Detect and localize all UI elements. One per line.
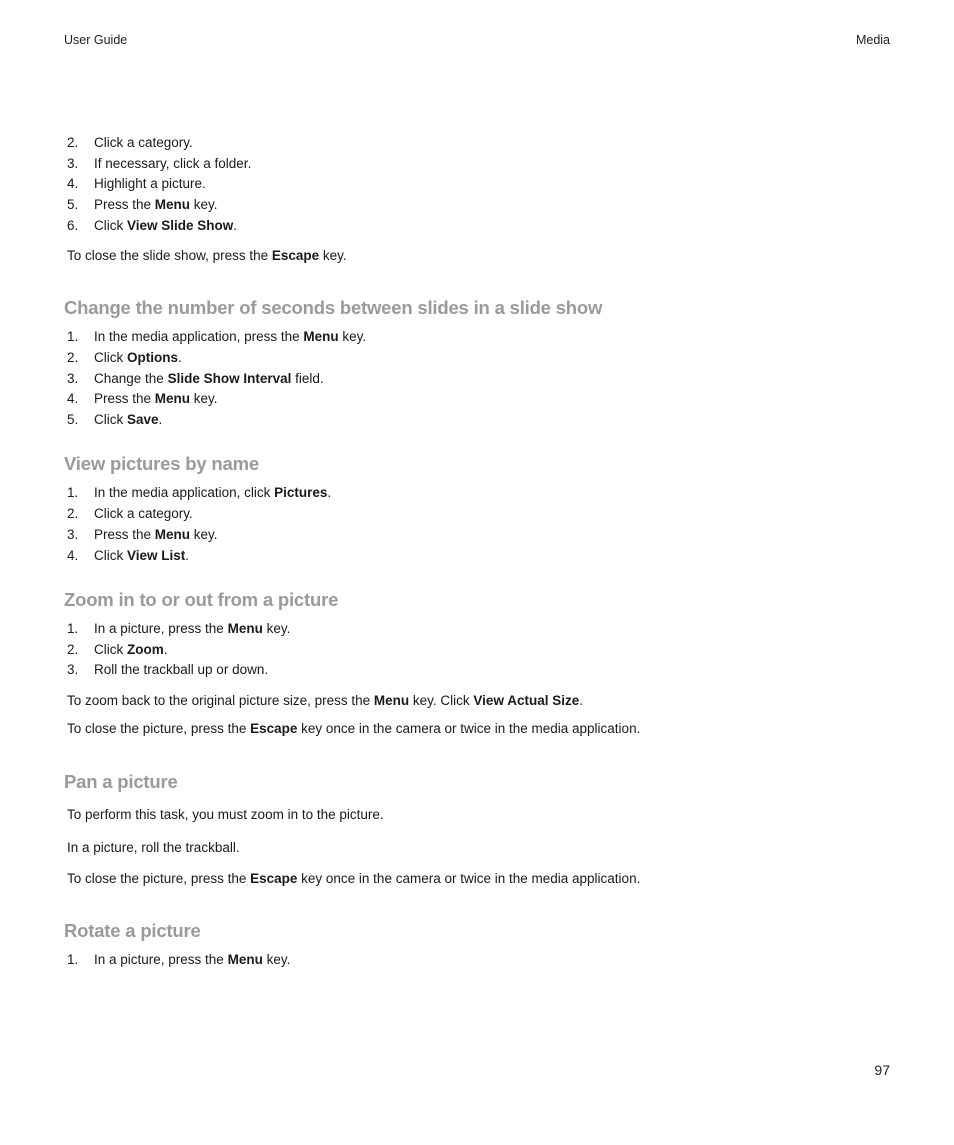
step-item: 1. In the media application, click Pictures. — [67, 485, 332, 500]
section-heading: Pan a picture — [64, 771, 178, 792]
step-item: 4. Press the Menu key. — [67, 391, 218, 406]
step-item: 2. Click Zoom. — [67, 642, 168, 657]
note-paragraph: To zoom back to the original picture size, press the Menu key. Click View Actual Size. — [67, 693, 583, 708]
step-item: 4. Highlight a picture. — [67, 176, 206, 191]
step-item: 5. Press the Menu key. — [67, 197, 218, 212]
step-item: 1. In a picture, press the Menu key. — [67, 952, 291, 967]
step-item: 2. Click a category. — [67, 506, 193, 521]
section-heading: View pictures by name — [64, 453, 259, 474]
step-item: 1. In the media application, press the Menu key. — [67, 329, 367, 344]
step-item: 6. Click View Slide Show. — [67, 218, 238, 233]
note-paragraph: To close the picture, press the Escape key once in the camera or twice in the media application. — [67, 871, 641, 886]
step-item: 3. If necessary, click a folder. — [67, 156, 252, 171]
prerequisite-paragraph: To perform this task, you must zoom in to the picture. — [67, 807, 384, 822]
page-number: 97 — [874, 1062, 890, 1078]
step-item: 2. Click a category. — [67, 135, 193, 150]
note-paragraph: To close the slide show, press the Escape key. — [67, 248, 347, 263]
instruction-paragraph: In a picture, roll the trackball. — [67, 840, 240, 855]
step-item: 4. Click View List. — [67, 548, 190, 563]
step-item: 3. Roll the trackball up or down. — [67, 662, 269, 677]
note-paragraph: To close the picture, press the Escape key once in the camera or twice in the media application. — [67, 721, 641, 736]
step-item: 2. Click Options. — [67, 350, 182, 365]
running-header-right: Media — [855, 33, 890, 47]
section-heading: Change the number of seconds between slides in a slide show — [64, 297, 603, 318]
section-heading: Rotate a picture — [64, 920, 201, 941]
step-item: 1. In a picture, press the Menu key. — [67, 621, 291, 636]
section-heading: Zoom in to or out from a picture — [64, 589, 339, 610]
step-item: 5. Click Save. — [67, 412, 163, 427]
running-header-left: User Guide — [64, 33, 128, 47]
step-item: 3. Change the Slide Show Interval field. — [67, 371, 324, 386]
step-item: 3. Press the Menu key. — [67, 527, 218, 542]
